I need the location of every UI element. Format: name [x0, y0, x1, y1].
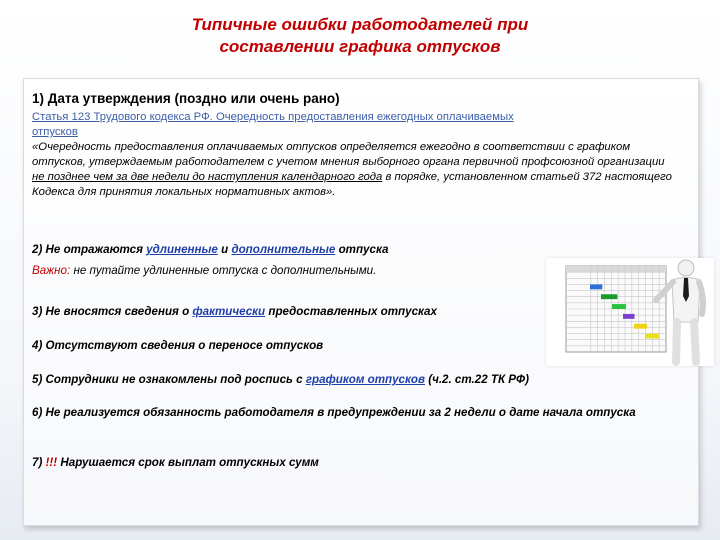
link-additional-leave[interactable]: дополнительные	[231, 243, 336, 256]
item7-prefix: 7)	[32, 456, 43, 469]
title-line-1: Типичные ошибки работодателей при	[191, 15, 529, 34]
warning-note	[32, 263, 376, 279]
gantt-bar	[623, 314, 634, 319]
gantt-bar	[612, 304, 626, 309]
item7-marks: !!!	[45, 456, 58, 469]
item2-and: и	[221, 243, 229, 256]
law-reference[interactable]	[32, 110, 672, 140]
gantt-bar	[601, 294, 617, 299]
item-6: 6) Не реализуется обязанность работодателя в предупреждении за 2 недели о дате начала отпуска	[32, 406, 636, 419]
warning-text: не путайте удлиненные отпуска с дополнительными.	[73, 264, 377, 277]
warning-label: Важно:	[32, 264, 71, 277]
item3-prefix: 3) Не вносятся сведения о	[32, 305, 190, 318]
law-quote	[32, 140, 672, 200]
law-block	[32, 110, 672, 200]
figure-leg-right	[694, 322, 696, 362]
gantt-illustration	[546, 258, 714, 366]
link-extended-leave[interactable]: удлиненные	[146, 243, 218, 256]
item-2	[32, 242, 388, 258]
quote-part2: в порядке, установленном статьей 372 настоящего Кодекса для принятия локальных нормативных актов».	[32, 171, 672, 198]
item2-suffix: отпуска	[338, 243, 389, 256]
quote-underlined: не позднее чем за две недели до наступления календарного года	[32, 171, 383, 183]
gantt-bar	[645, 334, 660, 339]
link-vacation-schedule[interactable]: графиком отпусков	[305, 373, 425, 386]
gantt-bar	[634, 324, 647, 329]
gantt-illustration-svg	[546, 258, 714, 366]
item-4: 4) Отсутствуют сведения о переносе отпусков	[32, 339, 324, 352]
item5-prefix: 5) Сотрудники не ознакомлены под роспись с	[32, 373, 303, 386]
item-3	[32, 304, 437, 320]
item3-suffix: предоставленных отпусках	[268, 305, 437, 318]
item5-suffix: (ч.2. ст.22 ТК РФ)	[428, 373, 529, 386]
item-7	[32, 455, 319, 471]
item7-text: Нарушается срок выплат отпускных сумм	[60, 456, 319, 469]
item-5	[32, 372, 529, 388]
title-line-2: составлении графика отпусков	[219, 37, 501, 56]
item2-prefix: 2) Не отражаются	[32, 243, 143, 256]
gantt-bar	[590, 284, 602, 289]
figure-head	[678, 260, 694, 276]
link-actual[interactable]: фактически	[192, 305, 266, 318]
section1-heading: 1) Дата утверждения (поздно или очень рано)	[32, 91, 340, 106]
law-reference-line2: отпусков	[32, 126, 78, 138]
law-reference-line1: Статья 123 Трудового кодекса РФ. Очередность предоставления ежегодных оплачиваемых	[32, 111, 514, 123]
slide-title	[110, 14, 610, 58]
quote-part1: «Очередность предоставления оплачиваемых отпусков определяется ежегодно в соответствии с графиком отпусков, утверждаемым работодателем с учетом мнения выборного органа первичной профсоюзной организации	[32, 141, 665, 168]
gantt-header	[566, 266, 666, 272]
figure-leg-left	[676, 322, 677, 362]
